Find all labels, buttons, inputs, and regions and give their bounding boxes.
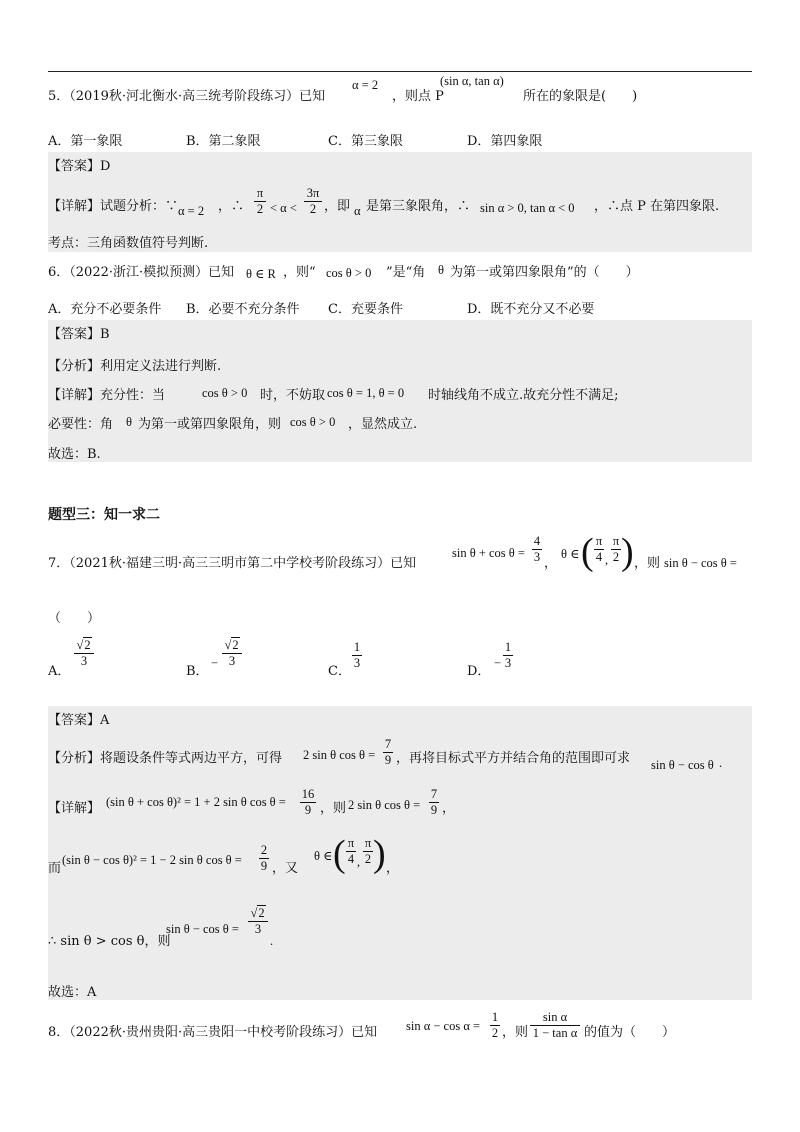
q5-point-coords: (sin α, tan α) xyxy=(440,74,504,88)
q6-analysis: 【分析】利用定义法进行判断. xyxy=(48,359,222,374)
q7-option-a-value: √2 3 xyxy=(74,638,94,669)
q5-answer: 【答案】D xyxy=(48,159,111,174)
q5-tail: 所在的象限是( ) xyxy=(523,89,638,104)
q7-comma: ， xyxy=(544,556,558,571)
q6-theta: θ xyxy=(438,263,444,277)
q7-you: ，又 xyxy=(272,861,299,876)
q7-frac-pi-4b: π 4 xyxy=(347,836,355,866)
q7-option-d-label: D． xyxy=(467,664,491,679)
q5-option-d: D．第四象限 xyxy=(467,134,543,149)
q7-stem: 7．（2021秋·福建三明·高三三明市第二中学校考阶段练习）已知 xyxy=(48,556,417,571)
q7-analysis-eq: 2 sin θ cos θ = xyxy=(303,748,376,762)
q7-detail-label: 【详解】 xyxy=(48,801,101,816)
q7-option-c-value: 1 3 xyxy=(353,640,361,670)
q7-answer: 【答案】A xyxy=(48,713,110,728)
q5-lt: < α < xyxy=(270,201,297,215)
q7-analysis-target: sin θ − cos θ xyxy=(651,758,714,772)
q6-choose: 故选：B. xyxy=(48,447,101,462)
q5-kaodian: 考点：三角函数值符号判断. xyxy=(48,236,209,251)
q7-option-c-label: C． xyxy=(328,664,351,679)
q7-choose: 故选：A xyxy=(48,985,97,1000)
q6-detail-b: 时，不妨取 xyxy=(260,388,326,403)
q8-tail: 的值为（ ） xyxy=(584,1025,676,1040)
q6-detail-eq: cos θ = 1, θ = 0 xyxy=(327,386,405,400)
q6-cos-cond: cos θ > 0 xyxy=(326,266,372,280)
q7-comma2: ， xyxy=(442,801,456,816)
q7-option-d-minus: − xyxy=(494,656,502,670)
q7-frac-4-3: 4 3 xyxy=(533,534,541,564)
q7-er: 而 xyxy=(48,861,62,876)
q7-option-b-label: B． xyxy=(186,664,209,679)
q7-therefore: ∴ sin θ > cos θ，则 xyxy=(48,934,171,949)
q8-then: ，则 xyxy=(502,1025,529,1040)
q6-nec-theta: θ xyxy=(126,415,132,429)
q6-option-a: A．充分不必要条件 xyxy=(48,302,162,317)
q5-detail-d: 是第三象限角，∴ xyxy=(366,199,471,214)
q7-option-d-value: 1 3 xyxy=(504,640,512,670)
q7-expr: sin θ + cos θ = xyxy=(452,546,525,560)
q5-option-c: C．第三象限 xyxy=(328,134,403,149)
q6-stem: 6．（2022·浙江·模拟预测）已知 xyxy=(48,265,235,280)
q6-detail-c: 时轴线角不成立.故充分性不满足; xyxy=(428,388,619,403)
q5-frac-3pi-2: 3π 2 xyxy=(304,186,322,217)
q6-cond: θ ∈ R xyxy=(246,267,276,281)
q5-detail-ineq: sin α > 0, tan α < 0 xyxy=(480,201,575,215)
q7-frac-7-9b: 7 9 xyxy=(430,787,438,817)
q6-nec-b: 为第一或第四象限角，则 xyxy=(138,417,282,432)
q6-detail-cos: cos θ > 0 xyxy=(202,386,248,400)
q7-then: ，则 xyxy=(634,556,661,571)
q7-target: sin θ − cos θ = xyxy=(664,556,737,570)
q7-option-b-minus: − xyxy=(211,656,219,670)
q7-option-b-value: √2 3 xyxy=(222,638,242,669)
q6-nec-c: ，显然成立. xyxy=(348,417,418,432)
q5-detail-alpha: α = 2 xyxy=(178,204,205,218)
q7-option-a-label: A． xyxy=(48,664,71,679)
q6-mid: ，则“ xyxy=(283,265,316,280)
q7-paren-left2: ( xyxy=(333,833,346,875)
q7-detail-eq: (sin θ + cos θ)² = 1 + 2 sin θ cos θ = xyxy=(106,795,286,809)
q7-frac-pi-4: π 4 xyxy=(595,534,603,564)
q6-option-b: B．必要不充分条件 xyxy=(186,302,300,317)
q7-detail-eq2: 2 sin θ cos θ = xyxy=(348,798,421,812)
q7-frac-7-9: 7 9 xyxy=(384,737,392,767)
q6-nec-a: 必要性：角 xyxy=(48,417,114,432)
q7-comma-sep: , xyxy=(605,553,609,567)
q7-paren-right2: ) xyxy=(373,833,386,875)
q5-detail-e: ，∴点 P 在第四象限. xyxy=(594,199,720,214)
q6-tail: ”是“角 xyxy=(386,265,426,280)
q5-alpha-eq: α = 2 xyxy=(352,78,379,92)
q7-comma3: ， xyxy=(386,861,400,876)
q7-frac-pi-2b: π 2 xyxy=(364,836,372,866)
q7-res: sin θ − cos θ = xyxy=(166,922,239,936)
q6-tail2: 为第一或第四象限角”的（ ） xyxy=(450,265,639,280)
q7-frac-pi-2: π 2 xyxy=(612,534,620,564)
q7-paren-left: ( xyxy=(581,531,594,573)
q7-result-value: √2 3 xyxy=(248,906,268,937)
q5-detail: 【详解】试题分析：∵ xyxy=(48,199,179,214)
q5-stem: 5．（2019秋·河北衡水·高三统考阶段练习）已知 xyxy=(48,89,326,104)
q7-frac-2-9: 2 9 xyxy=(260,843,268,873)
q7-paren-right: ) xyxy=(621,531,634,573)
q6-option-c: C．充要条件 xyxy=(328,302,403,317)
q8-frac-expr: sin α 1 − tan α xyxy=(530,1010,580,1041)
section-heading: 题型三：知一求二 xyxy=(48,507,160,523)
q7-analysis-dot: . xyxy=(719,756,723,770)
q8-expr: sin α − cos α = xyxy=(406,1019,481,1033)
q7-analysis-b: ，再将目标式平方并结合角的范围即可求 xyxy=(396,751,631,766)
q7-theta-in2: θ ∈ xyxy=(314,849,333,863)
q7-theta-in: θ ∈ xyxy=(561,547,580,561)
q7-frac-16-9: 16 9 xyxy=(301,787,315,817)
q5-frac-pi-2: π 2 xyxy=(254,186,266,217)
q7-then2: ，则 xyxy=(320,801,347,816)
q6-nec-cos: cos θ > 0 xyxy=(290,415,336,429)
q7-comma-sep2: , xyxy=(357,855,361,869)
q5-detail-c: ，即 xyxy=(324,199,351,214)
q5-mid: ，则点 P xyxy=(392,89,444,104)
q5-option-b: B．第二象限 xyxy=(186,134,261,149)
q6-answer: 【答案】B xyxy=(48,327,110,342)
q5-detail-alpha2: α xyxy=(354,204,361,218)
q7-eq3: (sin θ − cos θ)² = 1 − 2 sin θ cos θ = xyxy=(62,853,242,867)
q8-frac-1-2: 1 2 xyxy=(491,1010,499,1040)
q6-detail-a: 【详解】充分性：当 xyxy=(48,388,166,403)
q6-option-d: D．既不充分又不必要 xyxy=(467,302,595,317)
q7-result-dot: . xyxy=(270,934,274,948)
q7-analysis-a: 【分析】将题设条件等式两边平方，可得 xyxy=(48,751,283,766)
q5-option-a: A．第一象限 xyxy=(48,134,123,149)
q5-detail-b: ，∴ xyxy=(218,199,245,214)
header-rule xyxy=(48,71,752,72)
q8-stem: 8．（2022秋·贵州贵阳·高三贵阳一中校考阶段练习）已知 xyxy=(48,1025,378,1040)
q7-blank: （ ） xyxy=(48,611,101,626)
